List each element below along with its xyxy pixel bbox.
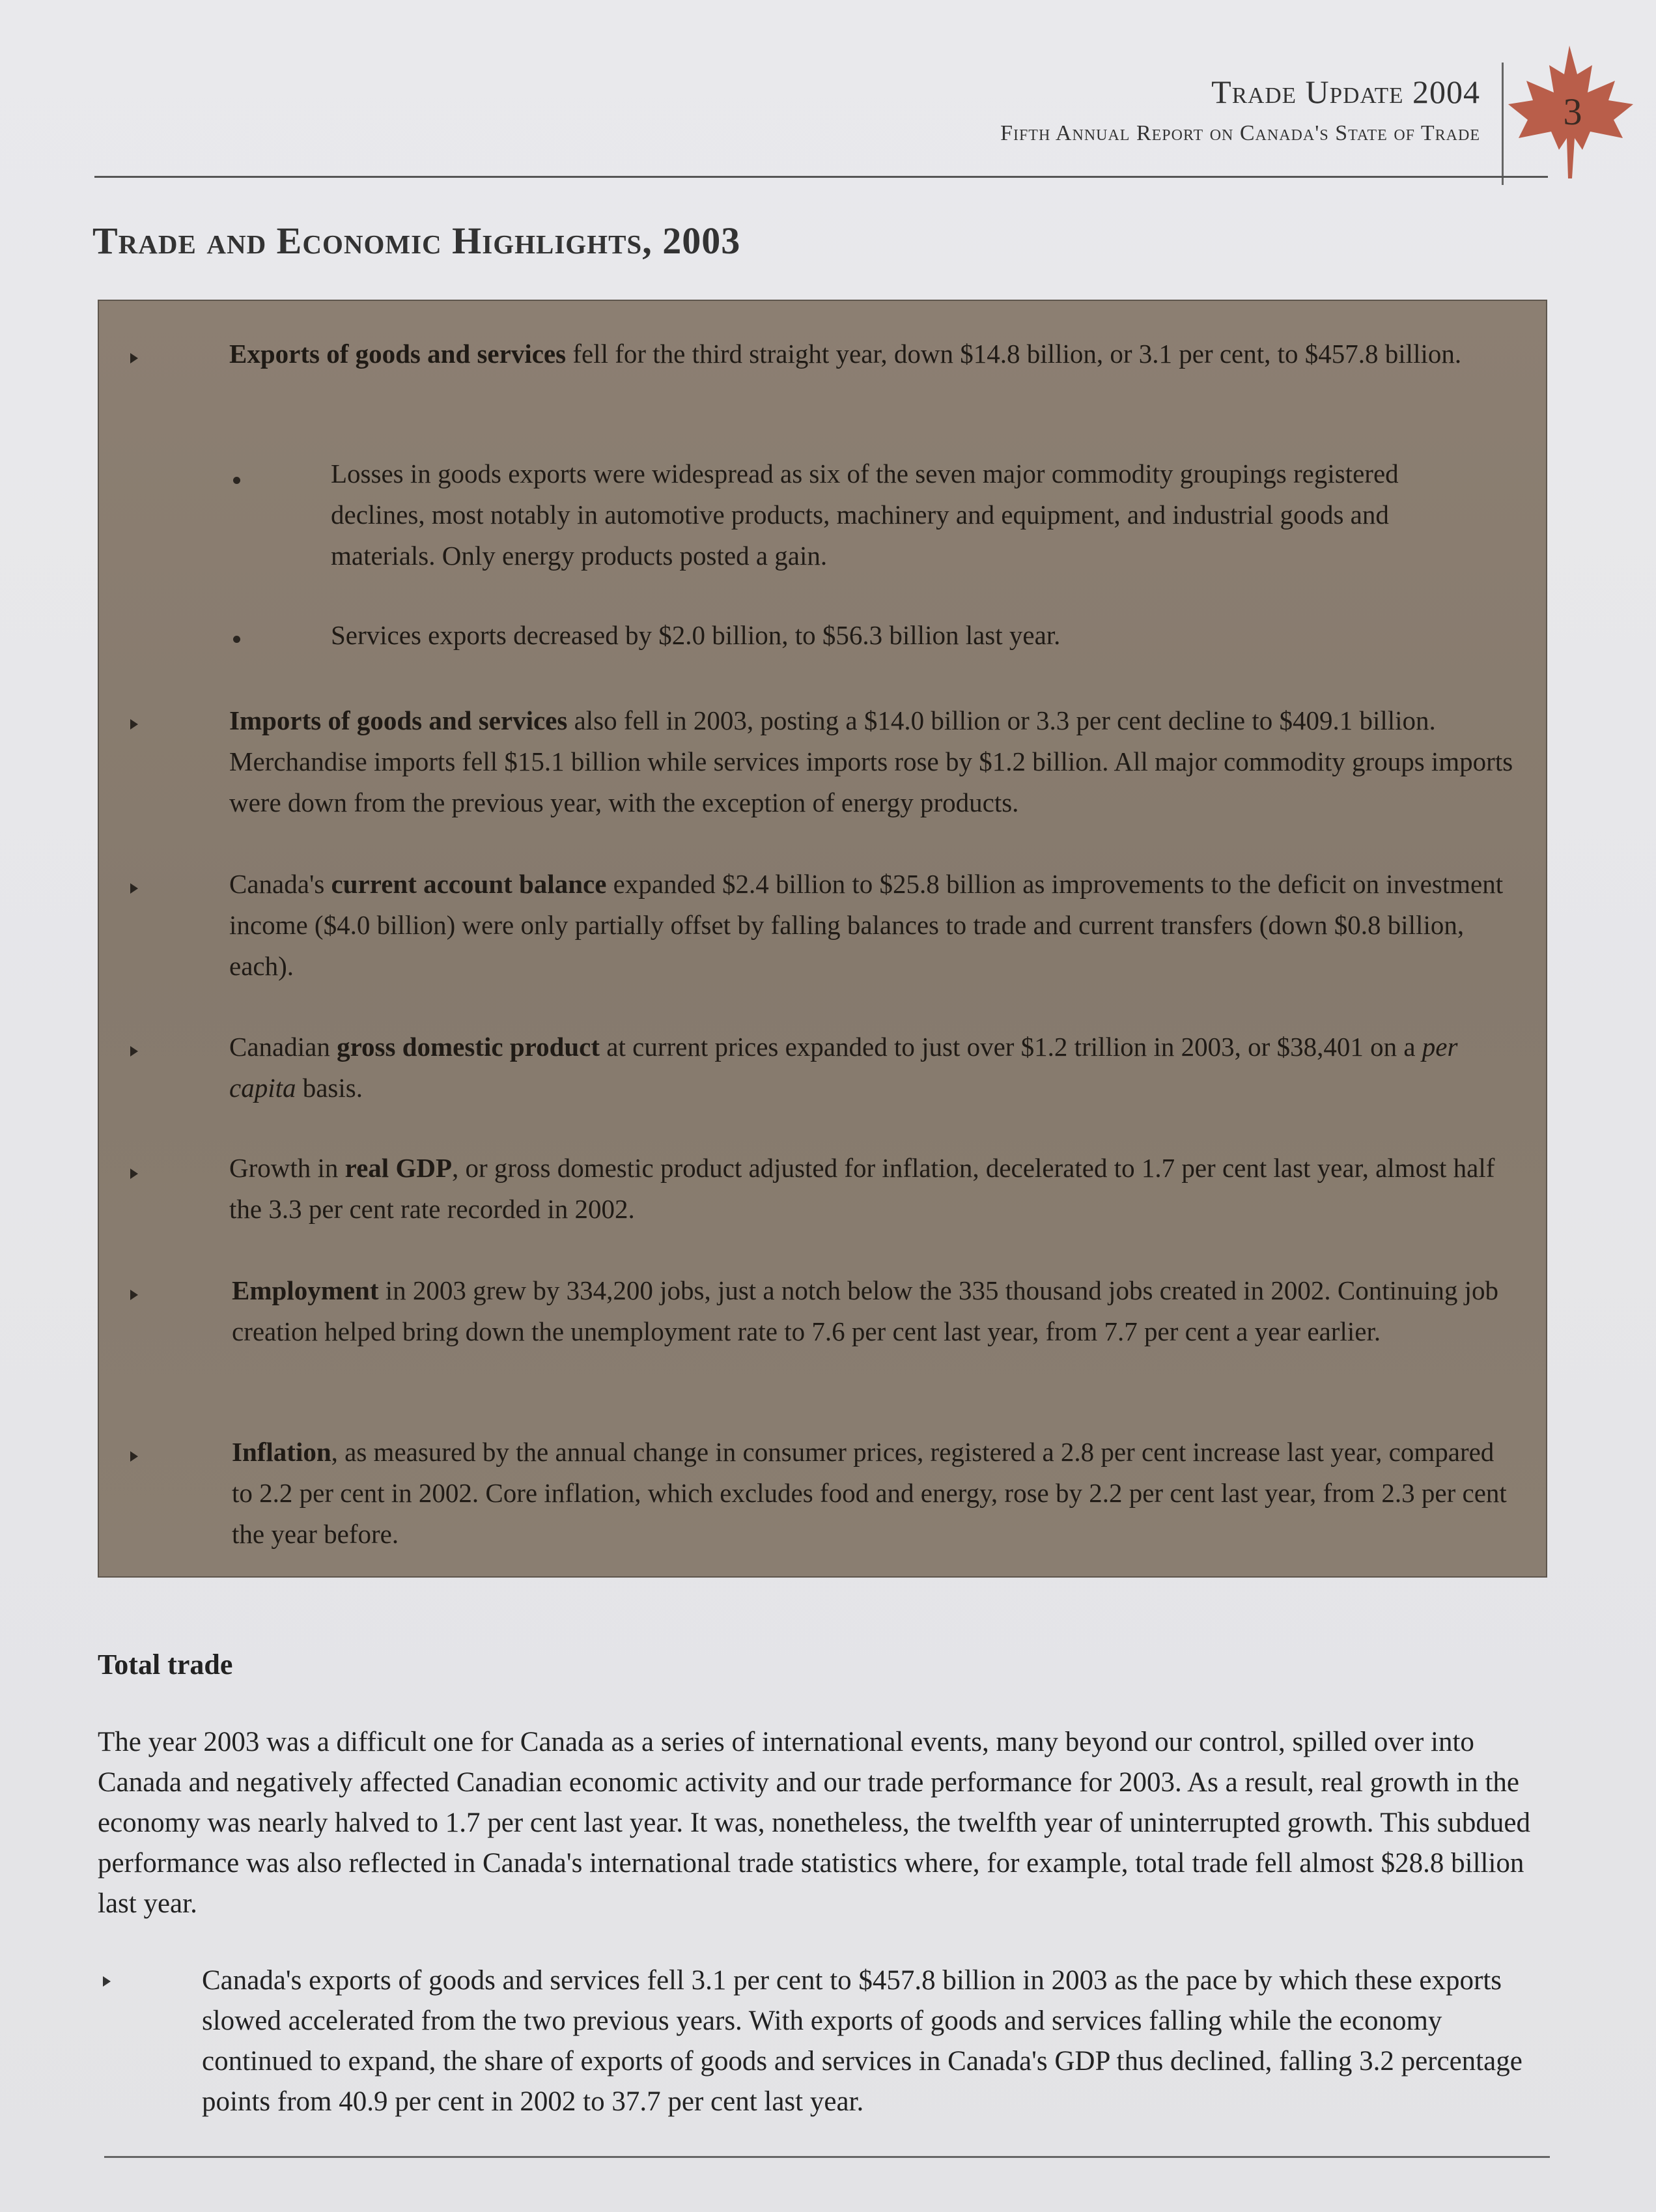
bullet-dot-icon — [233, 477, 240, 484]
highlight-goods-losses: Losses in goods exports were widespread as six of the seven major commodity groupings registered declines, most notably in automotive products, machinery and equipment, and industrial goods and materials. Only energy products posted a gain. — [331, 459, 1399, 571]
total-trade-paragraph: The year 2003 was a difficult one for Canada as a series of international events, many beyond our control, spilled over into Canada and negatively affected Canadian economic activity and our trade performance for 2003. As a result, real growth in the economy was nearly halved to 1.7 per cent last year. It was, nonetheless, the twelfth year of uninterrupted growth. This subdued performance was also reflected in Canada's international trade statistics where, for example, total trade fell almost $28.8 billion last year. — [98, 1727, 1530, 1919]
highlight-employment: Employment in 2003 grew by 334,200 jobs, just a notch below the 335 thousand jobs created in 2002. Continuing job creation helped bring down the unemployment rate to 7.6 per cent last year, from 7.7 per cent a year earlier. — [232, 1275, 1499, 1346]
page-number: 3 — [1563, 91, 1582, 133]
section-title: Trade and Economic Highlights, 2003 — [92, 220, 741, 262]
bullet-dot-icon — [233, 636, 240, 643]
highlight-gdp: Canadian gross domestic product at current prices expanded to just over $1.2 trillion in 2003, or $38,401 on a per capita basis. — [229, 1032, 1458, 1103]
bullet-arrow-icon — [130, 883, 138, 894]
bullet-arrow-icon — [130, 1169, 138, 1179]
highlight-real-gdp: Growth in real GDP, or gross domestic product adjusted for inflation, decelerated to 1.7 per cent last year, almost half the 3.3 per cent rate recorded in 2002. — [229, 1153, 1495, 1224]
highlight-imports: Imports of goods and services also fell in 2003, posting a $14.0 billion or 3.3 per cent decline to $409.1 billion. Merchandise imports fell $15.1 billion while services imports rose by $1.2 billion. All major commodity groups imports were down from the previous year, with the exception of energy products. — [229, 705, 1513, 817]
footer-rule — [104, 2156, 1550, 2158]
highlight-current-account: Canada's current account balance expanded $2.4 billion to $25.8 billion as improvements to the deficit on investment income ($4.0 billion) were only partially offset by falling balances to trade and current transfers (down $0.8 billion, each). — [229, 869, 1504, 981]
highlight-inflation: Inflation, as measured by the annual change in consumer prices, registered a 2.8 per cent increase last year, compared to 2.2 per cent in 2002. Core inflation, which excludes food and energy, rose by 2.2 per cent last year, from 2.3 per cent the year before. — [232, 1437, 1507, 1549]
bullet-arrow-icon — [130, 353, 138, 363]
report-title: Trade Update 2004 — [1211, 74, 1480, 110]
exports-bullet-paragraph: Canada's exports of goods and services fell 3.1 per cent to $457.8 billion in 2003 as the pace by which these exports slowed accelerated from the two previous years. With exports of goods and services falling while the economy continued to expand, the share of exports of goods and services in Canada's GDP thus declined, falling 3.2 percentage points from 40.9 per cent in 2002 to 37.7 per cent last year. — [202, 1965, 1523, 2117]
highlight-services-exports: Services exports decreased by $2.0 billion, to $56.3 billion last year. — [331, 620, 1061, 650]
header-vertical-rule — [1502, 63, 1504, 185]
bullet-arrow-icon — [130, 1290, 138, 1300]
header-rule — [94, 176, 1548, 178]
highlight-exports: Exports of goods and services fell for the third straight year, down $14.8 billion, or 3.1 per cent, to $457.8 billion. — [229, 339, 1462, 369]
total-trade-heading: Total trade — [98, 1649, 233, 1680]
bullet-arrow-icon — [130, 719, 138, 730]
bullet-arrow-icon — [103, 1976, 111, 1987]
bullet-arrow-icon — [130, 1451, 138, 1462]
bullet-arrow-icon — [130, 1046, 138, 1056]
report-subtitle: Fifth Annual Report on Canada's State of Trade — [1000, 121, 1480, 145]
